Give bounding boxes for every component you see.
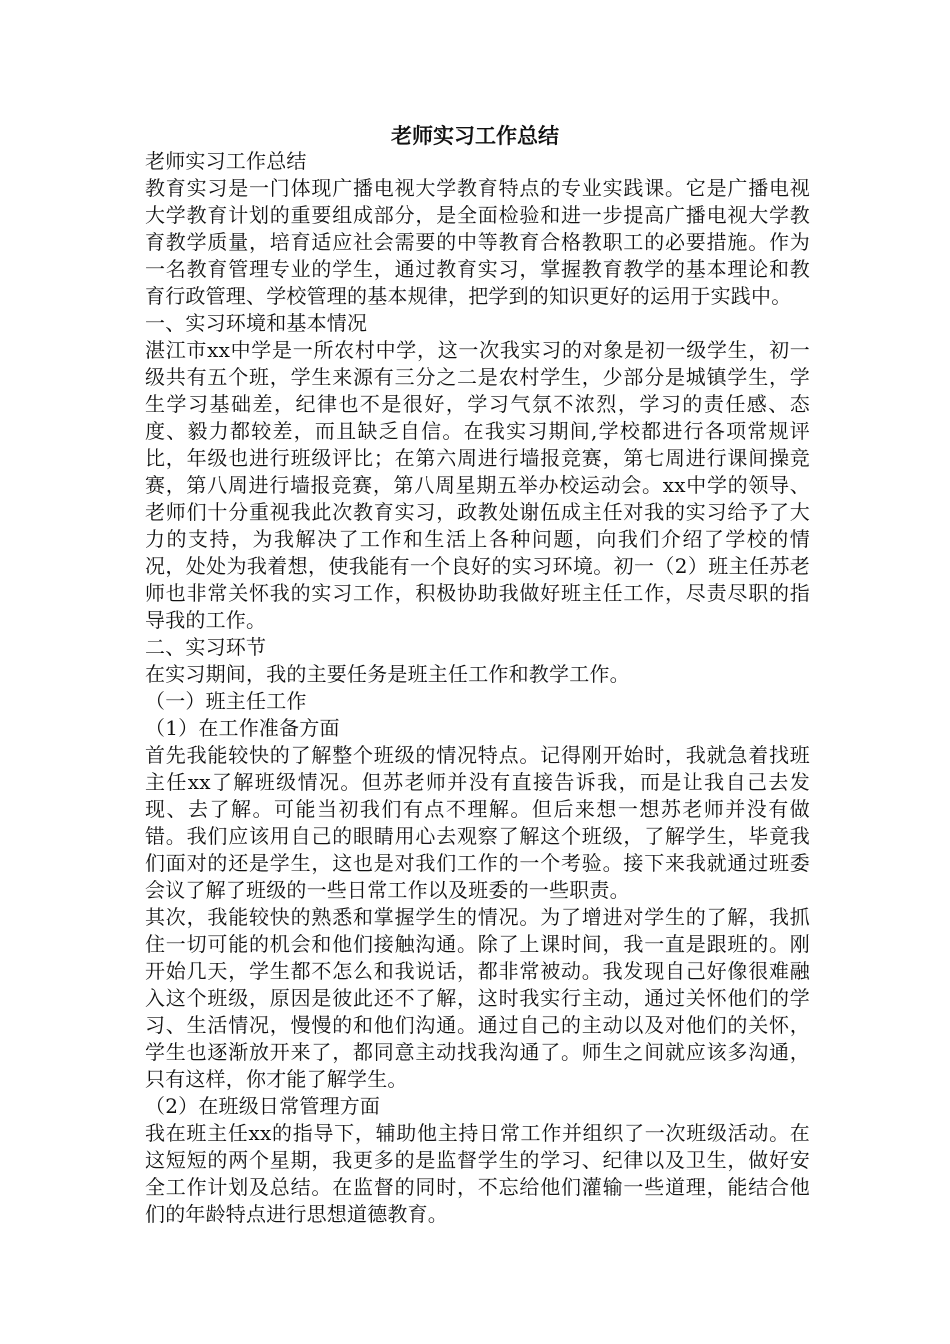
- document-body: [145, 148, 810, 1228]
- subtitle-line: 老师实习工作总结: [145, 149, 307, 173]
- paragraph-preparation: 首先我能较快的了解整个班级的情况特点。记得刚开始时，我就急着找班主任xx了解班级情况。但苏老师并没有直接告诉我，而是让我自己去发现、去了解。可能当初我们有点不理解。但后来想一想苏老师并没有做错。我们应该用自己的眼睛用心去观察了解这个班级，了解学生，毕竟我们面对的还是学生，这也是对我们工作的一个考验。接下来我就通过班委会议了解了班级的一些日常工作以及班委的一些职责。: [145, 743, 810, 902]
- document-title: 老师实习工作总结: [391, 124, 559, 148]
- subsection-heading-daily-management: （2）在班级日常管理方面: [145, 1094, 381, 1118]
- section-heading-environment: 一、实习环境和基本情况: [145, 311, 368, 335]
- paragraph-daily-management: 我在班主任xx的指导下，辅助他主持日常工作并组织了一次班级活动。在这短短的两个星期，我更多的是监督学生的学习、纪律以及卫生，做好安全工作计划及总结。在监督的同时，不忘给他们灌输一些道理，能结合他们的年龄特点进行思想道德教育。: [145, 1121, 810, 1226]
- subsection-heading-preparation: （1）在工作准备方面: [145, 716, 340, 740]
- subsection-heading-class-teacher: （一）班主任工作: [145, 689, 307, 713]
- paragraph-main-tasks: 在实习期间，我的主要任务是班主任工作和教学工作。: [145, 662, 630, 686]
- paragraph-environment: 湛江市xx中学是一所农村中学，这一次我实习的对象是初一级学生，初一级共有五个班，学生来源有三分之二是农村学生，少部分是城镇学生，学生学习基础差，纪律也不是很好，学习气氛不浓烈，学习的责任感、态度、毅力都较差，而且缺乏自信。在我实习期间,学校都进行各项常规评比，年级也进行班级评比；在第六周进行墙报竞赛，第七周进行课间操竞赛，第八周进行墙报竞赛，第八周星期五举办校运动会。xx中学的领导、老师们十分重视我此次教育实习，政教处谢伍成主任对我的实习给予了大力的支持，为我解决了工作和生活上各种问题，向我们介绍了学校的情况，处处为我着想，使我能有一个良好的实习环境。初一（2）班主任苏老师也非常关怀我的实习工作，积极协助我做好班主任工作，尽责尽职的指导我的工作。: [145, 338, 810, 632]
- section-heading-practice: 二、实习环节: [145, 635, 267, 659]
- paragraph-intro: 教育实习是一门体现广播电视大学教育特点的专业实践课。它是广播电视大学教育计划的重要组成部分，是全面检验和进一步提高广播电视大学教育教学质量，培育适应社会需要的中等教育合格教职工的必要措施。作为一名教育管理专业的学生，通过教育实习，掌握教育教学的基本理论和教育行政管理、学校管理的基本规律，把学到的知识更好的运用于实践中。: [145, 176, 810, 308]
- paragraph-students: 其次，我能较快的熟悉和掌握学生的情况。为了增进对学生的了解，我抓住一切可能的机会和他们接触沟通。除了上课时间，我一直是跟班的。刚开始几天，学生都不怎么和我说话，都非常被动。我发现自己好像很难融入这个班级，原因是彼此还不了解，这时我实行主动，通过关怀他们的学习、生活情况，慢慢的和他们沟通。通过自己的主动以及对他们的关怀，学生也逐渐放开来了，都同意主动找我沟通了。师生之间就应该多沟通，只有这样，你才能了解学生。: [145, 905, 810, 1091]
